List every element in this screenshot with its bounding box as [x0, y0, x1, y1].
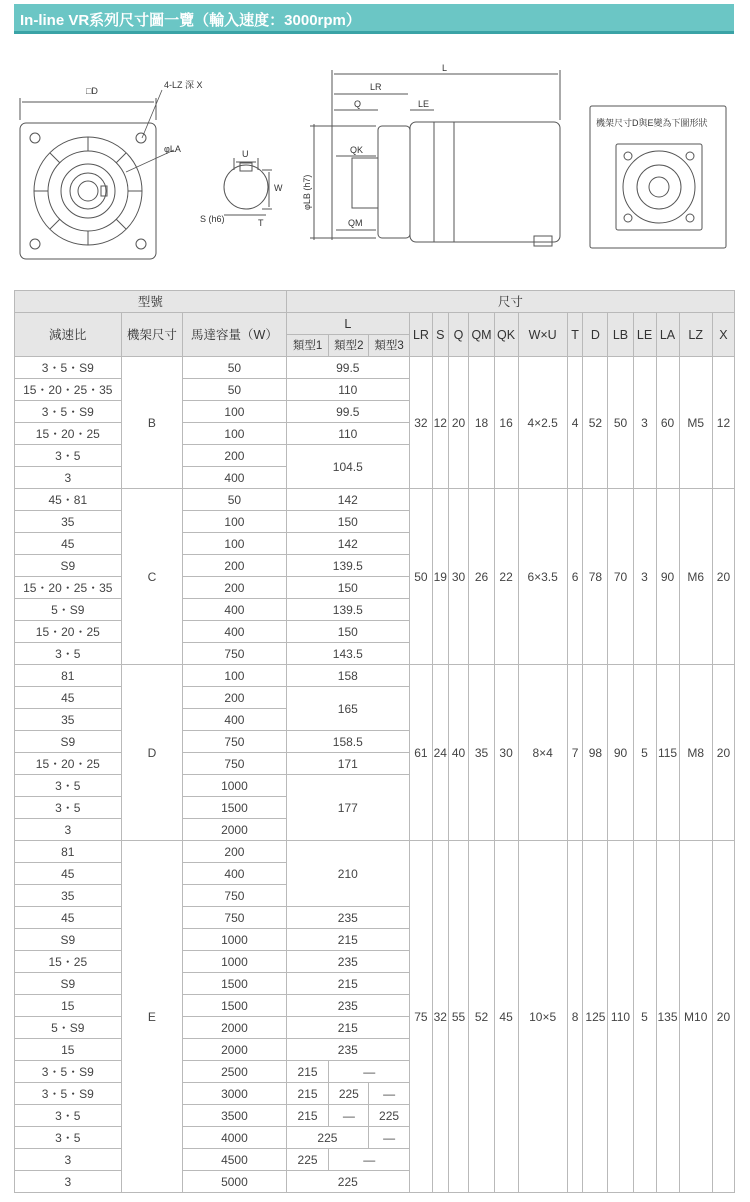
dimension-value-cell: 20: [712, 489, 734, 665]
label-la: φLA: [164, 144, 181, 154]
length-cell: 99.5: [286, 401, 409, 423]
motor-cell: 100: [183, 401, 286, 423]
dimension-value-cell: 75: [409, 841, 432, 1193]
motor-cell: 2000: [183, 819, 286, 841]
length-cell: 225: [369, 1105, 410, 1127]
dimension-value-cell: 26: [469, 489, 494, 665]
motor-cell: 2000: [183, 1017, 286, 1039]
ratio-cell: 81: [15, 665, 122, 687]
dimension-value-cell: 32: [432, 841, 448, 1193]
dimension-value-cell: 12: [712, 357, 734, 489]
motor-cell: 1000: [183, 951, 286, 973]
ratio-cell: 3・5・S9: [15, 357, 122, 379]
ratio-cell: 3・5: [15, 1127, 122, 1149]
ratio-cell: 45・81: [15, 489, 122, 511]
col-dim-header: LZ: [679, 313, 712, 357]
ratio-cell: 3・5: [15, 775, 122, 797]
label-qm: QM: [348, 218, 363, 228]
dimension-value-cell: 45: [494, 841, 518, 1193]
length-cell: 142: [286, 533, 409, 555]
dimension-value-cell: M6: [679, 489, 712, 665]
dimension-value-cell: 5: [633, 665, 656, 841]
length-cell: —: [329, 1061, 409, 1083]
motor-cell: 5000: [183, 1171, 286, 1193]
dimension-value-cell: 135: [656, 841, 679, 1193]
length-cell: 139.5: [286, 599, 409, 621]
motor-cell: 2500: [183, 1061, 286, 1083]
length-cell: 177: [286, 775, 409, 841]
motor-cell: 50: [183, 489, 286, 511]
length-cell: 235: [286, 995, 409, 1017]
motor-cell: 400: [183, 709, 286, 731]
dimension-value-cell: 110: [608, 841, 633, 1193]
dimension-value-cell: M8: [679, 665, 712, 841]
ratio-cell: 3・5: [15, 797, 122, 819]
table-row: [15, 665, 735, 687]
length-cell: 235: [286, 951, 409, 973]
dimension-table: [14, 290, 735, 1193]
motor-cell: 200: [183, 841, 286, 863]
length-cell: 215: [286, 1105, 329, 1127]
ratio-cell: 3: [15, 819, 122, 841]
frame-cell: D: [121, 665, 183, 841]
motor-cell: 750: [183, 643, 286, 665]
length-cell: 158: [286, 665, 409, 687]
frame-cell: B: [121, 357, 183, 489]
col-dim-header: X: [712, 313, 734, 357]
ratio-cell: 3・5・S9: [15, 1061, 122, 1083]
motor-cell: 100: [183, 511, 286, 533]
dimension-value-cell: 32: [409, 357, 432, 489]
dimension-value-cell: 8×4: [518, 665, 567, 841]
length-cell: 150: [286, 577, 409, 599]
dimension-value-cell: 10×5: [518, 841, 567, 1193]
motor-cell: 1500: [183, 797, 286, 819]
label-d: □D: [86, 86, 98, 96]
col-dim-header: W×U: [518, 313, 567, 357]
dimension-value-cell: 4: [567, 357, 583, 489]
dimension-value-cell: 18: [469, 357, 494, 489]
dimension-value-cell: 12: [432, 357, 448, 489]
label-lr: LR: [370, 82, 382, 92]
ratio-cell: 3: [15, 1149, 122, 1171]
dimension-value-cell: 78: [583, 489, 608, 665]
ratio-cell: 45: [15, 687, 122, 709]
dimension-value-cell: 6×3.5: [518, 489, 567, 665]
motor-cell: 1000: [183, 929, 286, 951]
ratio-cell: 3・5: [15, 1105, 122, 1127]
col-dim-header: LR: [409, 313, 432, 357]
ratio-cell: 81: [15, 841, 122, 863]
ratio-cell: 15・25: [15, 951, 122, 973]
dimension-value-cell: M5: [679, 357, 712, 489]
length-cell: 142: [286, 489, 409, 511]
length-cell: —: [369, 1127, 410, 1149]
dimension-value-cell: 7: [567, 665, 583, 841]
dimension-drawings: [14, 60, 734, 270]
note-label: 機架尺寸D與E變為下圖形狀: [596, 118, 708, 128]
motor-cell: 1000: [183, 775, 286, 797]
length-cell: 150: [286, 621, 409, 643]
col-dim-header: QM: [469, 313, 494, 357]
dimension-value-cell: 16: [494, 357, 518, 489]
ratio-cell: S9: [15, 973, 122, 995]
ratio-cell: 3: [15, 1171, 122, 1193]
motor-cell: 4000: [183, 1127, 286, 1149]
length-cell: 225: [286, 1127, 369, 1149]
dimension-value-cell: 98: [583, 665, 608, 841]
motor-cell: 400: [183, 621, 286, 643]
dimension-value-cell: 35: [469, 665, 494, 841]
length-cell: 225: [286, 1171, 409, 1193]
motor-cell: 100: [183, 665, 286, 687]
label-w: W: [274, 183, 283, 193]
ratio-cell: 15・20・25: [15, 753, 122, 775]
length-cell: 110: [286, 379, 409, 401]
label-le: LE: [418, 99, 430, 109]
frame-cell: E: [121, 841, 183, 1193]
dimension-value-cell: 24: [432, 665, 448, 841]
length-cell: 225: [329, 1083, 369, 1105]
frame-cell: C: [121, 489, 183, 665]
dimension-value-cell: 50: [608, 357, 633, 489]
ratio-cell: 35: [15, 709, 122, 731]
ratio-cell: 35: [15, 885, 122, 907]
motor-cell: 200: [183, 555, 286, 577]
ratio-cell: 35: [15, 511, 122, 533]
ratio-cell: 15・20・25・35: [15, 379, 122, 401]
length-cell: 225: [286, 1149, 329, 1171]
col-type2-header: 類型2: [329, 335, 369, 357]
length-cell: —: [329, 1149, 409, 1171]
length-cell: 171: [286, 753, 409, 775]
length-cell: 150: [286, 511, 409, 533]
dimension-value-cell: 50: [409, 489, 432, 665]
dimension-value-cell: 6: [567, 489, 583, 665]
dimension-value-cell: 3: [633, 489, 656, 665]
dimension-value-cell: 70: [608, 489, 633, 665]
label-lb: φLB (h7): [302, 174, 312, 210]
length-cell: 104.5: [286, 445, 409, 489]
col-type1-header: 類型1: [286, 335, 329, 357]
table-row: [15, 357, 735, 379]
ratio-cell: 45: [15, 863, 122, 885]
ratio-cell: S9: [15, 555, 122, 577]
dimension-value-cell: 20: [448, 357, 469, 489]
ratio-cell: 3・5・S9: [15, 1083, 122, 1105]
ratio-cell: 3・5: [15, 643, 122, 665]
label-qk: QK: [350, 145, 364, 155]
ratio-cell: S9: [15, 929, 122, 951]
ratio-cell: S9: [15, 731, 122, 753]
dimension-value-cell: 20: [712, 841, 734, 1193]
length-cell: 235: [286, 1039, 409, 1061]
length-cell: 215: [286, 1061, 329, 1083]
motor-cell: 750: [183, 731, 286, 753]
dimension-value-cell: M10: [679, 841, 712, 1193]
label-l: L: [442, 63, 448, 73]
motor-cell: 750: [183, 753, 286, 775]
dimension-value-cell: 125: [583, 841, 608, 1193]
motor-cell: 4500: [183, 1149, 286, 1171]
ratio-cell: 15: [15, 1039, 122, 1061]
length-cell: 139.5: [286, 555, 409, 577]
dimension-value-cell: 90: [656, 489, 679, 665]
motor-cell: 3500: [183, 1105, 286, 1127]
ratio-cell: 3: [15, 467, 122, 489]
motor-cell: 200: [183, 445, 286, 467]
label-q: Q: [354, 99, 362, 109]
group-dims-header: 尺寸: [286, 291, 734, 313]
label-t: T: [258, 218, 264, 228]
col-dim-header: Q: [448, 313, 469, 357]
length-cell: —: [369, 1083, 410, 1105]
col-dim-header: T: [567, 313, 583, 357]
table-row: [15, 841, 735, 863]
length-cell: 165: [286, 687, 409, 731]
motor-cell: 200: [183, 687, 286, 709]
motor-cell: 100: [183, 423, 286, 445]
length-cell: 143.5: [286, 643, 409, 665]
dimension-value-cell: 61: [409, 665, 432, 841]
dimension-value-cell: 22: [494, 489, 518, 665]
motor-cell: 200: [183, 577, 286, 599]
ratio-cell: 15・20・25: [15, 621, 122, 643]
motor-cell: 400: [183, 863, 286, 885]
dimension-value-cell: 19: [432, 489, 448, 665]
dimension-value-cell: 90: [608, 665, 633, 841]
length-cell: 215: [286, 929, 409, 951]
motor-cell: 50: [183, 357, 286, 379]
col-dim-header: S: [432, 313, 448, 357]
col-dim-header: D: [583, 313, 608, 357]
title-banner: [14, 4, 734, 34]
motor-cell: 1500: [183, 973, 286, 995]
motor-cell: 400: [183, 467, 286, 489]
side-view-body: [410, 122, 560, 242]
length-cell: 158.5: [286, 731, 409, 753]
dimension-value-cell: 52: [583, 357, 608, 489]
length-cell: 210: [286, 841, 409, 907]
motor-cell: 750: [183, 885, 286, 907]
col-l-header: L: [286, 313, 409, 335]
length-cell: 215: [286, 973, 409, 995]
label-lz: 4-LZ 深 X: [164, 80, 203, 90]
dimension-value-cell: 4×2.5: [518, 357, 567, 489]
page-title: In-line VR系列尺寸圖一覽（輸入速度：3000rpm）: [20, 12, 361, 29]
col-dim-header: QK: [494, 313, 518, 357]
group-model-header: 型號: [15, 291, 287, 313]
dimension-table-body: [15, 357, 735, 1193]
ratio-cell: 5・S9: [15, 599, 122, 621]
col-dim-header: LB: [608, 313, 633, 357]
motor-cell: 2000: [183, 1039, 286, 1061]
col-type3-header: 類型3: [369, 335, 410, 357]
dimension-value-cell: 52: [469, 841, 494, 1193]
ratio-cell: 45: [15, 907, 122, 929]
ratio-cell: 15・20・25: [15, 423, 122, 445]
label-u: U: [242, 149, 249, 159]
length-cell: 99.5: [286, 357, 409, 379]
ratio-cell: 45: [15, 533, 122, 555]
dimension-value-cell: 60: [656, 357, 679, 489]
col-dim-header: LE: [633, 313, 656, 357]
col-dim-header: LA: [656, 313, 679, 357]
label-s: S (h6): [200, 214, 225, 224]
col-frame-header: 機架尺寸: [121, 313, 183, 357]
ratio-cell: 15・20・25・35: [15, 577, 122, 599]
motor-cell: 400: [183, 599, 286, 621]
ratio-cell: 5・S9: [15, 1017, 122, 1039]
motor-cell: 50: [183, 379, 286, 401]
motor-cell: 750: [183, 907, 286, 929]
dimension-value-cell: 8: [567, 841, 583, 1193]
table-row: [15, 489, 735, 511]
dimension-value-cell: 115: [656, 665, 679, 841]
dimension-value-cell: 20: [712, 665, 734, 841]
motor-cell: 3000: [183, 1083, 286, 1105]
ratio-cell: 3・5・S9: [15, 401, 122, 423]
dimension-value-cell: 55: [448, 841, 469, 1193]
length-cell: —: [329, 1105, 369, 1127]
dimension-value-cell: 40: [448, 665, 469, 841]
length-cell: 235: [286, 907, 409, 929]
col-ratio-header: 減速比: [15, 313, 122, 357]
ratio-cell: 15: [15, 995, 122, 1017]
dimension-value-cell: 30: [448, 489, 469, 665]
length-cell: 110: [286, 423, 409, 445]
dimension-value-cell: 5: [633, 841, 656, 1193]
ratio-cell: 3・5: [15, 445, 122, 467]
length-cell: 215: [286, 1017, 409, 1039]
dimension-value-cell: 30: [494, 665, 518, 841]
length-cell: 215: [286, 1083, 329, 1105]
col-motor-header: 馬達容量（W）: [183, 313, 286, 357]
motor-cell: 100: [183, 533, 286, 555]
motor-cell: 1500: [183, 995, 286, 1017]
dimension-value-cell: 3: [633, 357, 656, 489]
